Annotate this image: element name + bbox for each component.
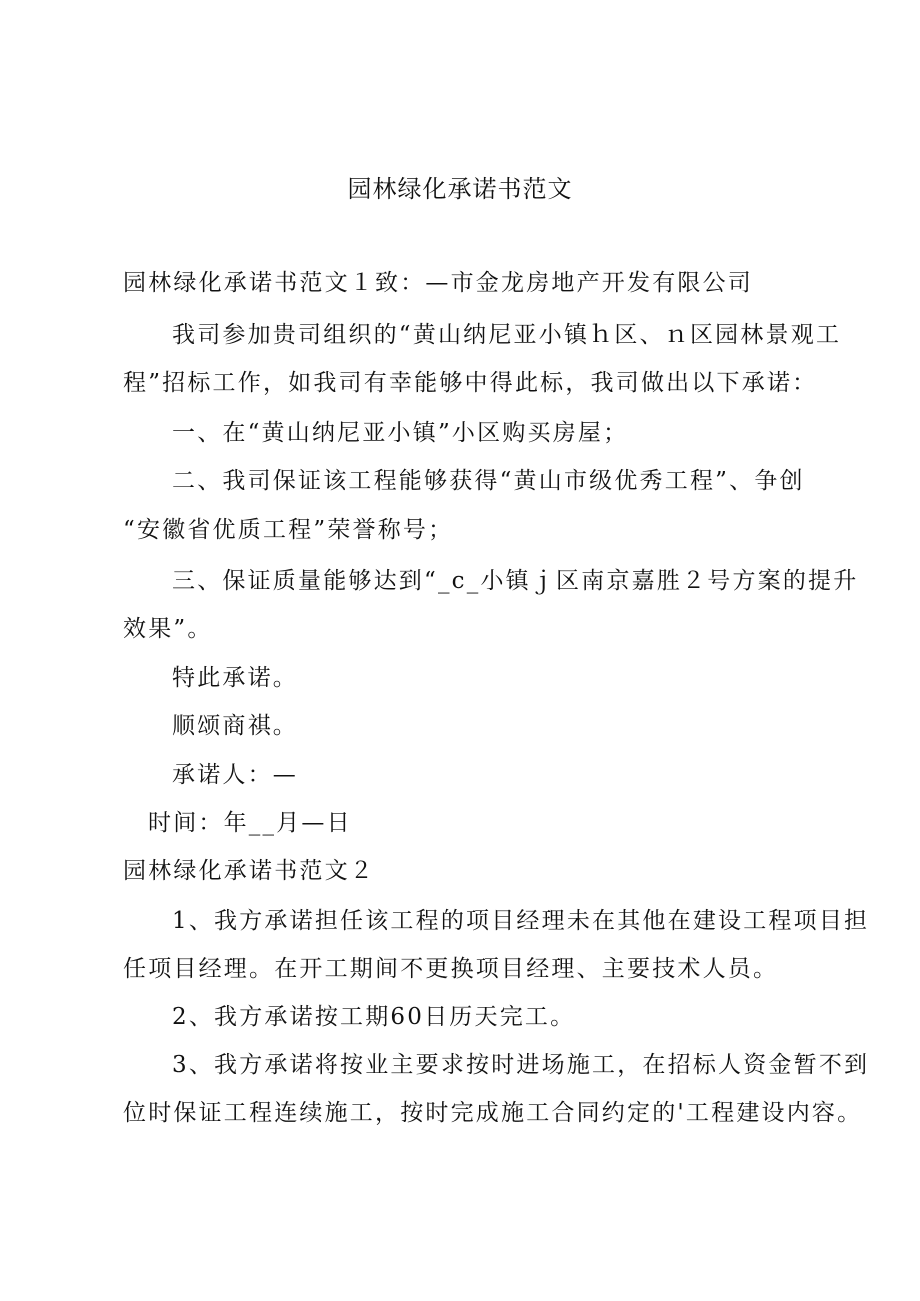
section1-date: 时间：年__月—日 — [148, 810, 352, 836]
section2-item3-line1: 3、我方承诺将按业主要求按时进场施工，在招标人资金暂不到 — [172, 1052, 870, 1078]
section1-item3-line1: 三、保证质量能够达到“_c_小镇ｊ区南京嘉胜２号方案的提升 — [172, 568, 859, 594]
section1-signer: 承诺人：— — [172, 762, 298, 788]
section2-item2: 2、我方承诺按工期60日历天完工。 — [172, 1004, 576, 1030]
section1-heading: 园林绿化承诺书范文１致：—市金龙房地产开发有限公司 — [123, 270, 753, 296]
section1-item3-line2: 效果”。 — [123, 616, 213, 642]
section1-item2-line2: “安徽省优质工程”荣誉称号； — [123, 517, 454, 543]
section1-para1-line2: 程”招标工作，如我司有幸能够中得此标，我司做出以下承诺： — [123, 370, 818, 396]
section2-item3-line2: 位时保证工程连续施工，按时完成施工合同约定的'工程建设内容。 — [123, 1100, 863, 1126]
section1-closing2: 顺颂商祺。 — [172, 713, 298, 739]
document-title: 园林绿化承诺书范文 — [347, 175, 573, 203]
section1-para1-line1: 我司参加贵司组织的“黄山纳尼亚小镇ｈ区、ｎ区园林景观工 — [172, 322, 842, 348]
section1-closing1: 特此承诺。 — [172, 665, 298, 691]
section1-item2-line1: 二、我司保证该工程能够获得“黄山市级优秀工程”、争创 — [172, 468, 805, 494]
section2-item1-line1: 1、我方承诺担任该工程的项目经理未在其他在建设工程项目担 — [172, 908, 870, 934]
section2-heading: 园林绿化承诺书范文２ — [123, 858, 375, 884]
section2-item1-line2: 任项目经理。在开工期间不更换项目经理、主要技术人员。 — [123, 956, 779, 982]
section1-item1: 一、在“黄山纳尼亚小镇”小区购买房屋； — [172, 420, 629, 446]
